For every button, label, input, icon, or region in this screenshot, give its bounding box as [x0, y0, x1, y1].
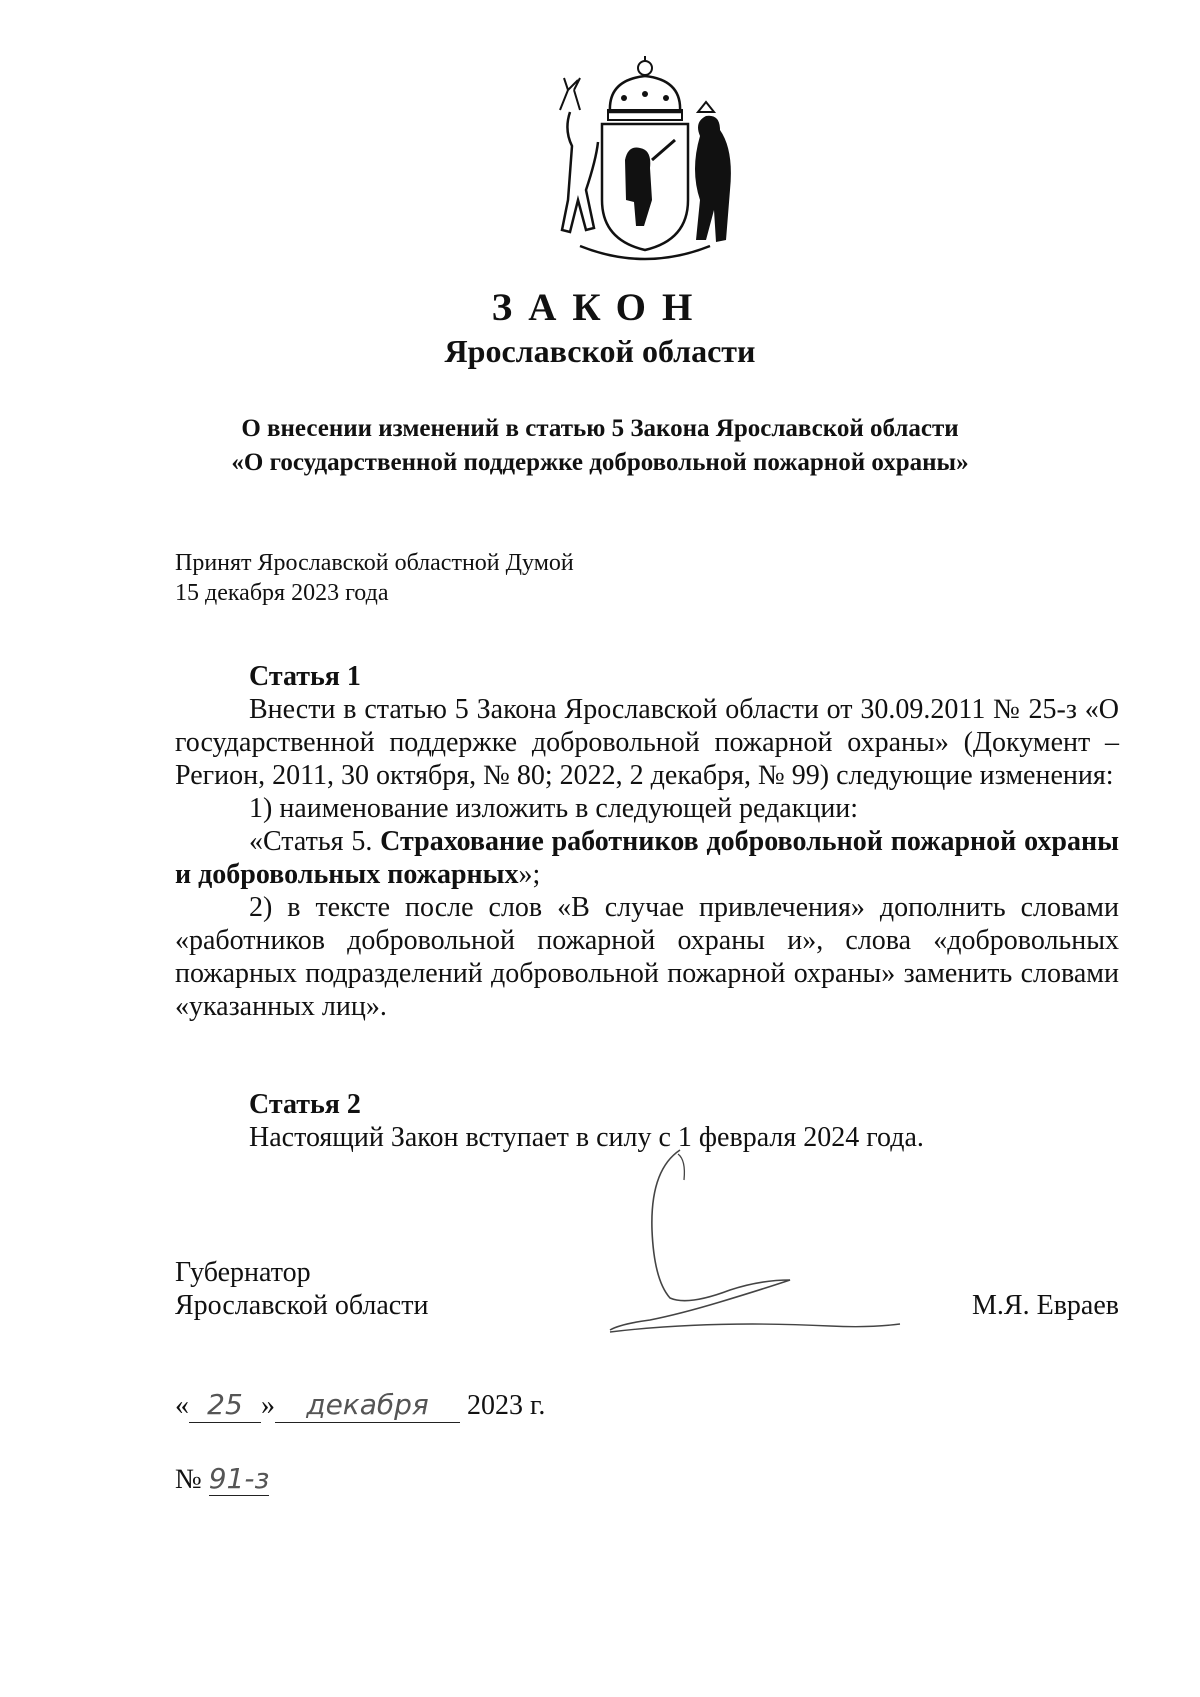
document-region: Ярославской области — [444, 333, 756, 369]
signatory-title — [175, 1256, 428, 1322]
number-value: 91-з — [208, 1462, 270, 1495]
date-day: 25 — [189, 1388, 261, 1423]
article-1-item-2: 2) в тексте после слов «В случае привлечения» дополнить словами «работников добровольной пожарной охраны и», слова «добровольных пожарных подразделений добровольной пожарной охраны» заменить словами «указанных лиц». — [175, 892, 1119, 1022]
date-month: декабря — [275, 1388, 460, 1423]
adoption-date: 15 декабря 2023 года — [175, 580, 389, 606]
adoption-line-1: Принят Ярославской областной Думой — [175, 550, 574, 576]
law-number — [175, 1462, 269, 1496]
article-1-item-1: 1) наименование изложить в следующей редакции: — [249, 793, 859, 824]
article-1-item-1-quote — [175, 825, 1119, 891]
quote-suffix: »; — [518, 859, 541, 890]
document-subject — [0, 412, 1200, 480]
subject-line-2: «О государственной поддержке добровольной пожарной охраны» — [231, 449, 969, 476]
article-2-heading: Статья 2 — [249, 1089, 361, 1120]
date-close-quote: » — [261, 1390, 275, 1421]
article-1-intro: Внести в статью 5 Закона Ярославской области от 30.09.2011 № 25-з «О государственной поддержке добровольной пожарной охраны» (Документ – Регион, 2011, 30 октября, № 80; 2022, 2 декабря, № 99) следующие изменения: — [175, 694, 1119, 791]
adoption-note — [175, 548, 574, 608]
article-1 — [175, 660, 1119, 1023]
signatory-title-line-1: Губернатор — [175, 1257, 311, 1288]
handwritten-signature-icon — [590, 1130, 910, 1350]
date-year: 2023 г. — [467, 1390, 546, 1421]
quote-title: Страхование работников добровольной пожарной охраны и добровольных пожарных — [175, 826, 1119, 890]
subject-line-1: О внесении изменений в статью 5 Закона Ярославской области — [241, 415, 959, 442]
number-sign: № — [175, 1464, 202, 1495]
date-open-quote: « — [175, 1390, 189, 1421]
signatory-name: М.Я. Евраев — [972, 1290, 1119, 1321]
article-2-text: Настоящий Закон вступает в силу с 1 февраля 2024 года. — [249, 1122, 924, 1153]
quote-prefix: «Статья 5. — [249, 826, 381, 857]
article-1-heading: Статья 1 — [249, 661, 361, 692]
signing-date — [175, 1388, 545, 1428]
signatory-title-line-2: Ярославской области — [175, 1290, 429, 1321]
yaroslavl-coat-of-arms-icon — [540, 50, 750, 265]
document-type: ЗАКОН — [491, 286, 709, 329]
